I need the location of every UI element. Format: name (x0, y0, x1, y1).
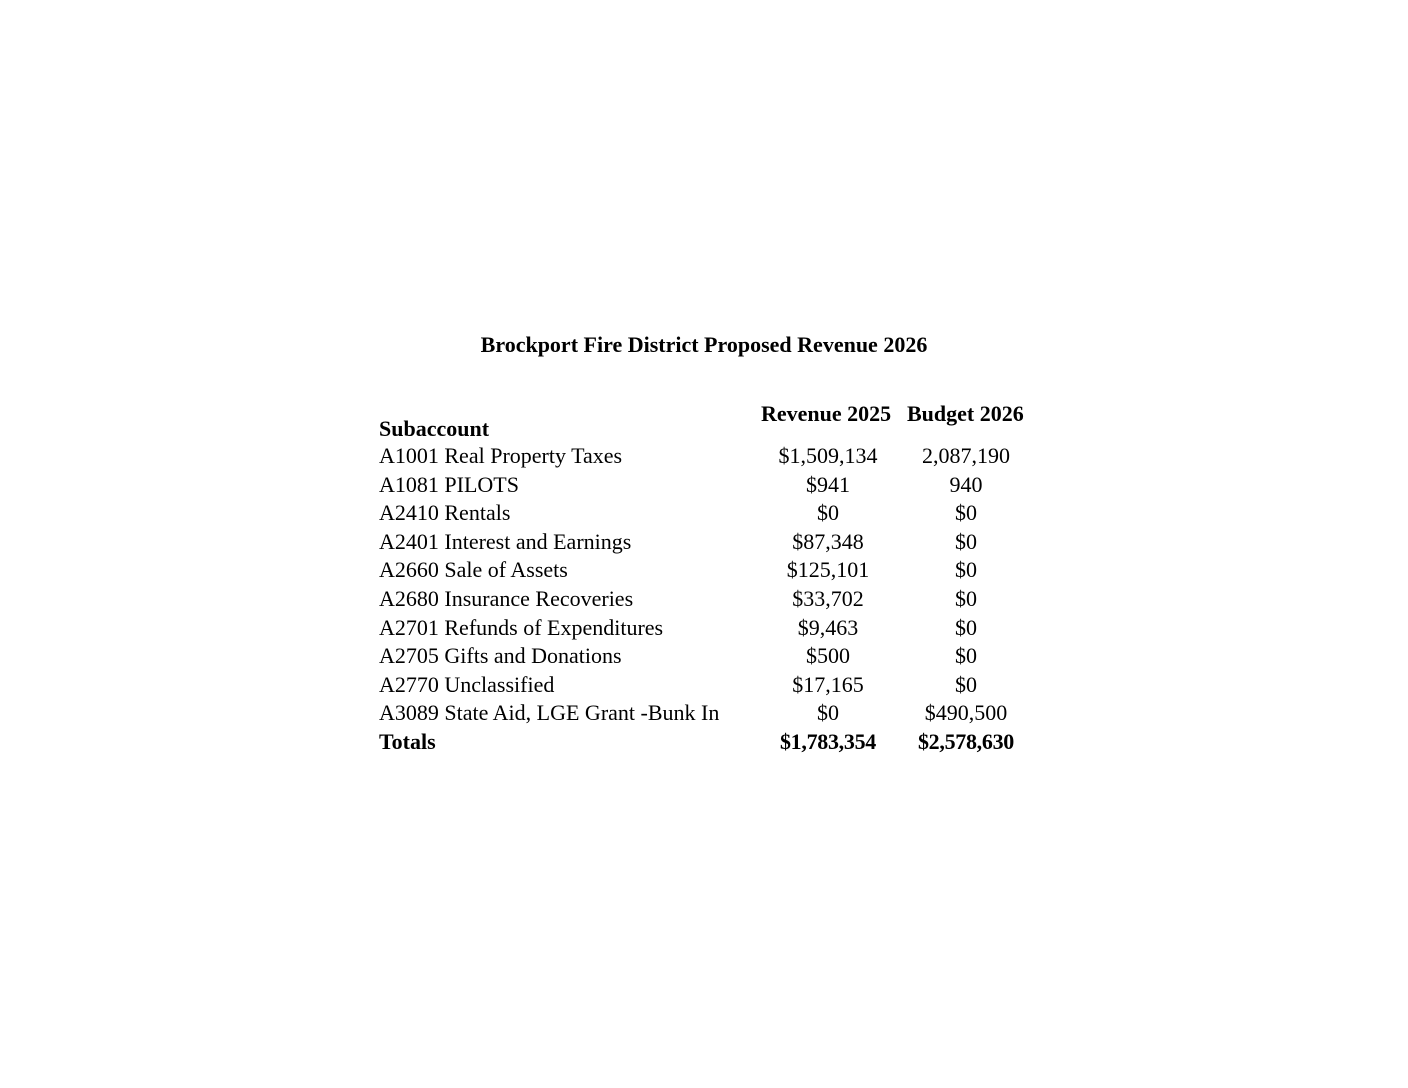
revenue-2025-cell: $87,348 (792, 528, 864, 554)
budget-2026-cell: 940 (949, 471, 983, 497)
revenue-2025-cell: $1,509,134 (778, 443, 878, 468)
revenue-2025-cell: $941 (806, 471, 850, 497)
column-header-subaccount: Subaccount (379, 416, 490, 441)
table-row (379, 442, 1059, 471)
column-header-revenue-2025: Revenue 2025 (761, 401, 892, 426)
revenue-2025-cell: $0 (817, 700, 839, 726)
subaccount-cell: A1001 Real Property Taxes (379, 443, 623, 468)
subaccount-cell: A2701 Refunds of Expenditures (379, 614, 664, 640)
totals-row (379, 728, 1059, 757)
table-row (379, 699, 1059, 728)
subaccount-cell: A2770 Unclassified (379, 671, 555, 697)
budget-2026-cell: $0 (955, 557, 977, 583)
revenue-2025-cell: $33,702 (792, 585, 864, 611)
revenue-table (379, 442, 1059, 757)
budget-2026-cell: $0 (955, 528, 977, 554)
subaccount-cell: A2660 Sale of Assets (379, 557, 568, 583)
document-title: Brockport Fire District Proposed Revenue 2026 (480, 332, 928, 357)
table-row (379, 471, 1059, 500)
revenue-2025-cell: $17,165 (792, 671, 864, 697)
budget-2026-cell: $490,500 (924, 700, 1008, 726)
table-row (379, 671, 1059, 700)
column-header-budget-2026: Budget 2026 (907, 401, 1024, 426)
budget-2026-cell: $0 (955, 585, 977, 611)
revenue-2025-cell: $125,101 (786, 557, 870, 583)
subaccount-cell: A3089 State Aid, LGE Grant -Bunk In (379, 700, 720, 726)
total-budget-2026: $2,578,630 (917, 728, 1014, 754)
totals-label: Totals (379, 728, 436, 754)
budget-2026-cell: 2,087,190 (922, 443, 1010, 468)
table-row (379, 556, 1059, 585)
budget-2026-cell: $0 (955, 500, 977, 526)
revenue-2025-cell: $0 (817, 500, 839, 526)
table-row (379, 528, 1059, 557)
revenue-2025-cell: $9,463 (797, 614, 859, 640)
table-row (379, 499, 1059, 528)
table-row (379, 585, 1059, 614)
budget-2026-cell: $0 (955, 614, 977, 640)
subaccount-cell: A2401 Interest and Earnings (379, 528, 632, 554)
subaccount-cell: A2680 Insurance Recoveries (379, 585, 634, 611)
table-row (379, 614, 1059, 643)
revenue-2025-cell: $500 (806, 643, 850, 669)
subaccount-cell: A1081 PILOTS (379, 471, 519, 497)
budget-2026-cell: $0 (955, 671, 977, 697)
subaccount-cell: A2705 Gifts and Donations (379, 643, 622, 669)
table-row (379, 642, 1059, 671)
subaccount-cell: A2410 Rentals (379, 500, 511, 526)
total-revenue-2025: $1,783,354 (779, 728, 876, 754)
budget-2026-cell: $0 (955, 643, 977, 669)
